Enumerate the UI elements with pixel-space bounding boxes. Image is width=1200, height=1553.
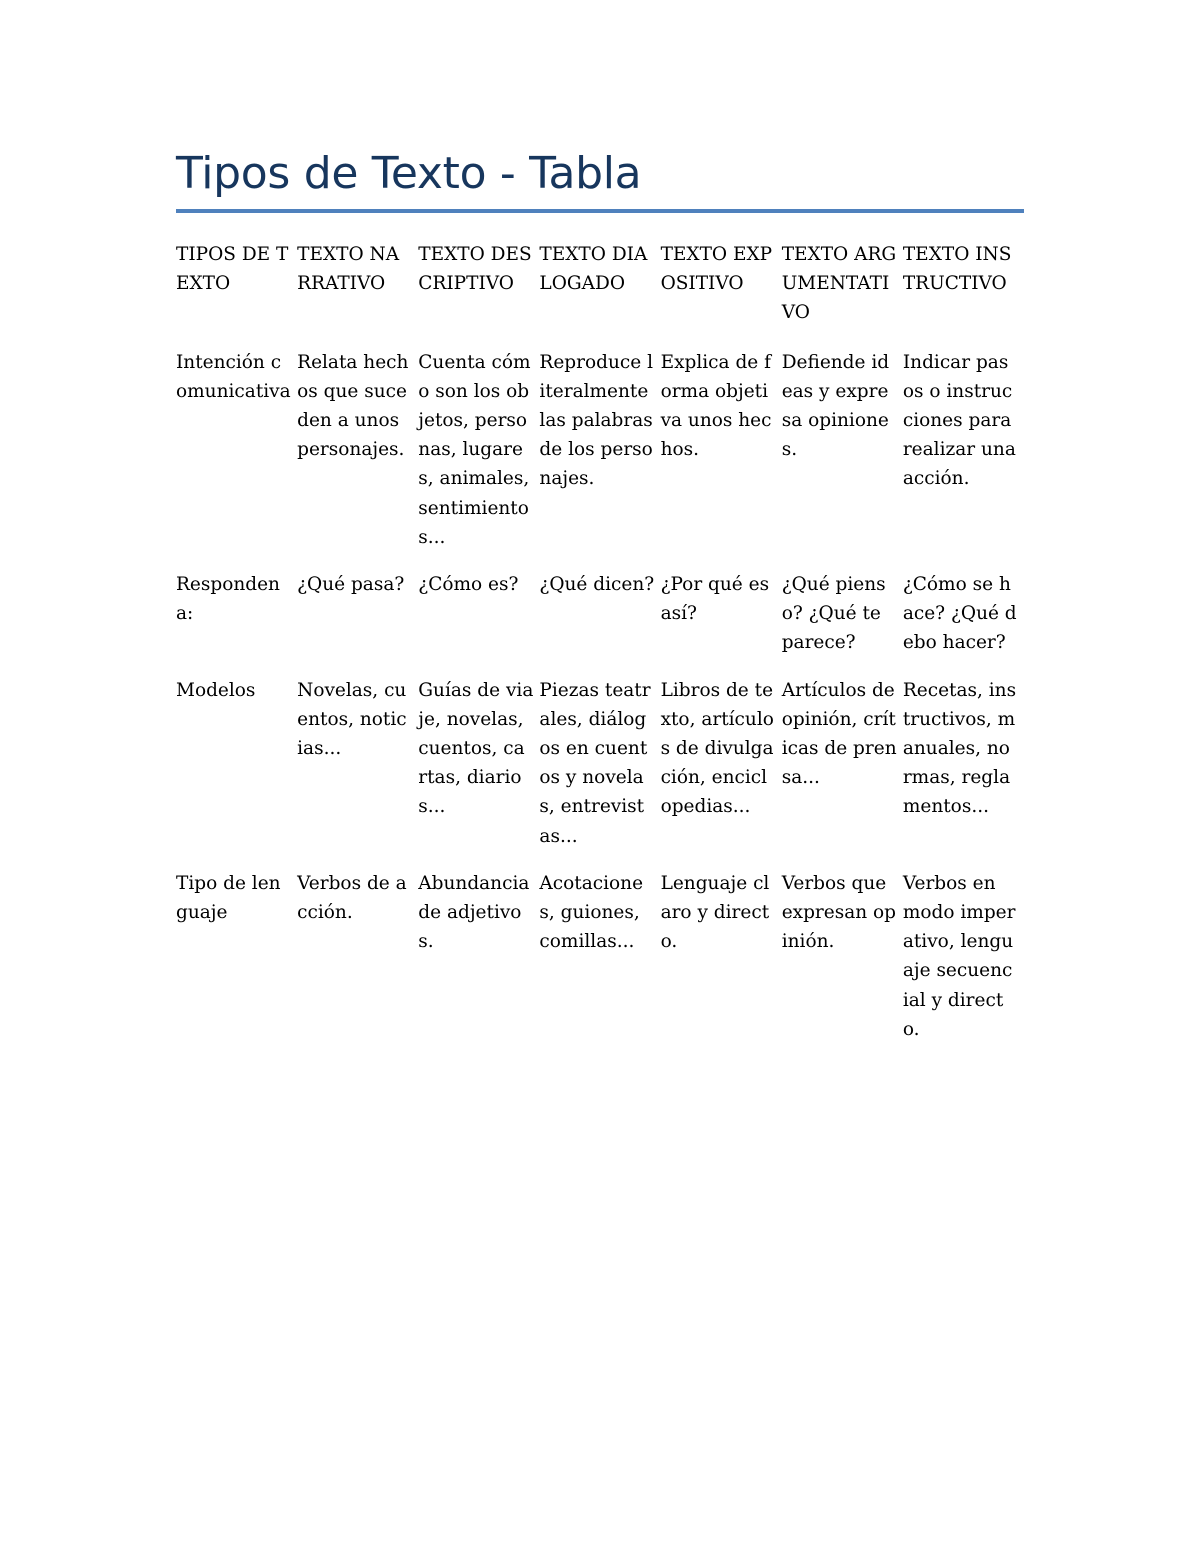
table-cell: Artículos de opinión, críticas de prensa... [781, 679, 897, 789]
table-cell: Explica de forma objetiva unos hechos. [660, 351, 772, 461]
header-cell-expositivo: TEXTO EXPOSITIVO [660, 244, 773, 295]
title-divider [176, 209, 1024, 213]
header-cell-descriptivo: TEXTO DESCRIPTIVO [418, 244, 532, 295]
table-cell: Verbos en modo imperativo, lenguaje secuencial y directo. [902, 872, 1016, 1040]
table-cell: Defiende ideas y expresa opiniones. [781, 351, 890, 461]
row-label-lenguaje: Tipo de lenguaje [176, 872, 281, 924]
table-cell: Verbos que expresan opinión. [781, 872, 897, 953]
table-header-row [176, 240, 1024, 348]
text-types-table [176, 240, 1024, 1062]
page-title: Tipos de Texto - Tabla [176, 148, 642, 199]
table-cell: ¿Qué pasa? [297, 574, 405, 596]
table-cell: Libros de texto, artículos de divulgación, enciclopedias... [660, 679, 774, 818]
header-cell-narrativo: TEXTO NARRATIVO [297, 244, 400, 295]
table-cell: Acotaciones, guiones, comillas... [539, 872, 644, 953]
table-row-responden [176, 570, 1024, 676]
row-label-intencion: Intención comunicativa [176, 351, 291, 402]
table-cell: ¿Qué dicen? [539, 574, 655, 596]
table-cell: Verbos de acción. [297, 872, 407, 924]
table-cell: ¿Cómo es? [418, 574, 519, 596]
table-cell: ¿Cómo se hace? ¿Qué debo hacer? [902, 574, 1017, 654]
table-cell: Recetas, instructivos, manuales, normas, reglamentos... [902, 679, 1017, 818]
table-cell: Indicar pasos o instrucciones para realizar una acción. [902, 351, 1016, 490]
table-row-intencion [176, 348, 1024, 570]
table-cell: Lenguaje claro y directo. [660, 872, 770, 953]
header-cell-instructivo: TEXTO INSTRUCTIVO [902, 244, 1012, 295]
table-cell: Reproduce literalmente las palabras de los personajes. [539, 351, 653, 490]
table-cell: Cuenta cómo son los objetos, personas, lugares, animales, sentimientos... [418, 351, 531, 548]
table-cell: Abundancia de adjetivos. [418, 872, 530, 953]
text-types-table-container [176, 240, 1024, 1062]
table-cell: Guías de viaje, novelas, cuentos, cartas, diarios... [418, 679, 534, 818]
table-cell: ¿Qué pienso? ¿Qué te parece? [781, 574, 886, 654]
header-cell-dialogado: TEXTO DIALOGADO [539, 244, 648, 295]
row-label-modelos: Modelos [176, 679, 256, 701]
table-row-lenguaje [176, 869, 1024, 1062]
table-row-modelos [176, 676, 1024, 869]
table-cell: Novelas, cuentos, noticias... [297, 679, 407, 760]
row-label-responden: Responden a: [176, 574, 280, 625]
table-cell: ¿Por qué es así? [660, 574, 770, 625]
table-cell: Piezas teatrales, diálogos en cuentos y novelas, entrevistas... [539, 679, 651, 847]
table-cell: Relata hechos que suceden a unos personajes. [297, 351, 409, 461]
header-cell-argumentativo: TEXTO ARGUMENTATIVO [781, 244, 897, 324]
header-cell-tipos-de-texto: TIPOS DE TEXTO [176, 244, 289, 295]
